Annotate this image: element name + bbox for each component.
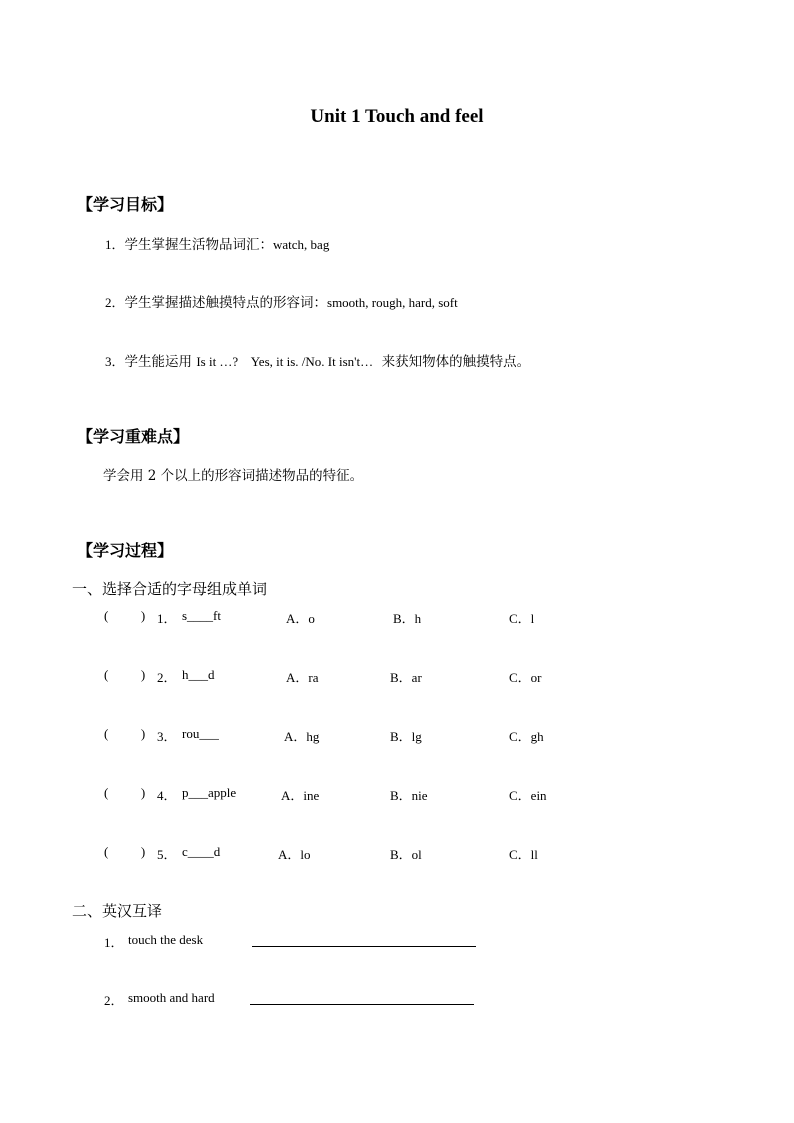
question-paren: ( ) bbox=[104, 608, 146, 623]
objective-item-1 bbox=[105, 233, 329, 253]
question-paren: ( ) bbox=[104, 844, 146, 859]
option-b: B．ol bbox=[390, 847, 422, 862]
option-a: A．hg bbox=[284, 729, 320, 744]
objective-text: 学生掌握描述触摸特点的形容词： bbox=[124, 295, 328, 311]
objective-latin: smooth, rough, hard, soft bbox=[327, 295, 458, 310]
translation-phrase: smooth and hard bbox=[128, 990, 215, 1005]
page-title: Unit 1 Touch and feel bbox=[310, 106, 484, 127]
objective-item-3 bbox=[105, 350, 530, 370]
option-a: A．o bbox=[286, 611, 315, 626]
objectives-heading: 【学习目标】 bbox=[77, 195, 174, 214]
question-paren: ( ) bbox=[104, 785, 146, 800]
option-c: C．ein bbox=[509, 788, 547, 803]
option-c: C．or bbox=[509, 670, 542, 685]
objective-latin: watch, bag bbox=[273, 237, 330, 252]
question-paren: ( ) bbox=[104, 667, 146, 682]
option-c: C．ll bbox=[509, 847, 538, 862]
answer-line[interactable] bbox=[250, 1004, 474, 1005]
key-points-text: 学会用 2 个以上的形容词描述物品的特征。 bbox=[103, 468, 364, 484]
objective-number: 3． bbox=[105, 354, 125, 369]
key-points-heading: 【学习重难点】 bbox=[77, 427, 190, 446]
process-heading: 【学习过程】 bbox=[77, 541, 174, 560]
option-b: B．ar bbox=[390, 670, 422, 685]
option-c: C．l bbox=[509, 611, 535, 626]
question-number: 4． bbox=[157, 788, 177, 803]
question-word: s____ft bbox=[182, 608, 221, 623]
translation-number: 2． bbox=[104, 993, 124, 1008]
objective-text: 学生掌握生活物品词汇： bbox=[124, 237, 274, 253]
translation-number: 1． bbox=[104, 935, 124, 950]
objective-text: 学生能运用 bbox=[124, 354, 197, 370]
question-number: 2． bbox=[157, 670, 177, 685]
option-b: B．nie bbox=[390, 788, 428, 803]
option-b: B．h bbox=[393, 611, 422, 626]
objective-number: 1． bbox=[105, 237, 125, 252]
option-a: A．lo bbox=[278, 847, 311, 862]
translation-phrase: touch the desk bbox=[128, 932, 204, 947]
question-number: 5． bbox=[157, 847, 177, 862]
option-c: C．gh bbox=[509, 729, 544, 744]
section-2-title: 二、英汉互译 bbox=[72, 902, 163, 920]
option-b: B．lg bbox=[390, 729, 422, 744]
answer-line[interactable] bbox=[252, 946, 476, 947]
question-word: rou___ bbox=[182, 726, 219, 741]
section-1-title: 一、选择合适的字母组成单词 bbox=[72, 580, 268, 598]
objective-latin: Is it …? Yes, it is. /No. It isn't… bbox=[196, 354, 374, 369]
question-word: h___d bbox=[182, 667, 215, 682]
question-paren: ( ) bbox=[104, 726, 146, 741]
objective-item-2 bbox=[105, 291, 458, 311]
question-word: p___apple bbox=[182, 785, 237, 800]
question-number: 3． bbox=[157, 729, 177, 744]
question-word: c____d bbox=[182, 844, 221, 859]
objective-number: 2． bbox=[105, 295, 125, 310]
objective-text-tail: 来获知物体的触摸特点。 bbox=[373, 354, 531, 370]
question-number: 1． bbox=[157, 611, 177, 626]
option-a: A．ine bbox=[281, 788, 320, 803]
option-a: A．ra bbox=[286, 670, 319, 685]
